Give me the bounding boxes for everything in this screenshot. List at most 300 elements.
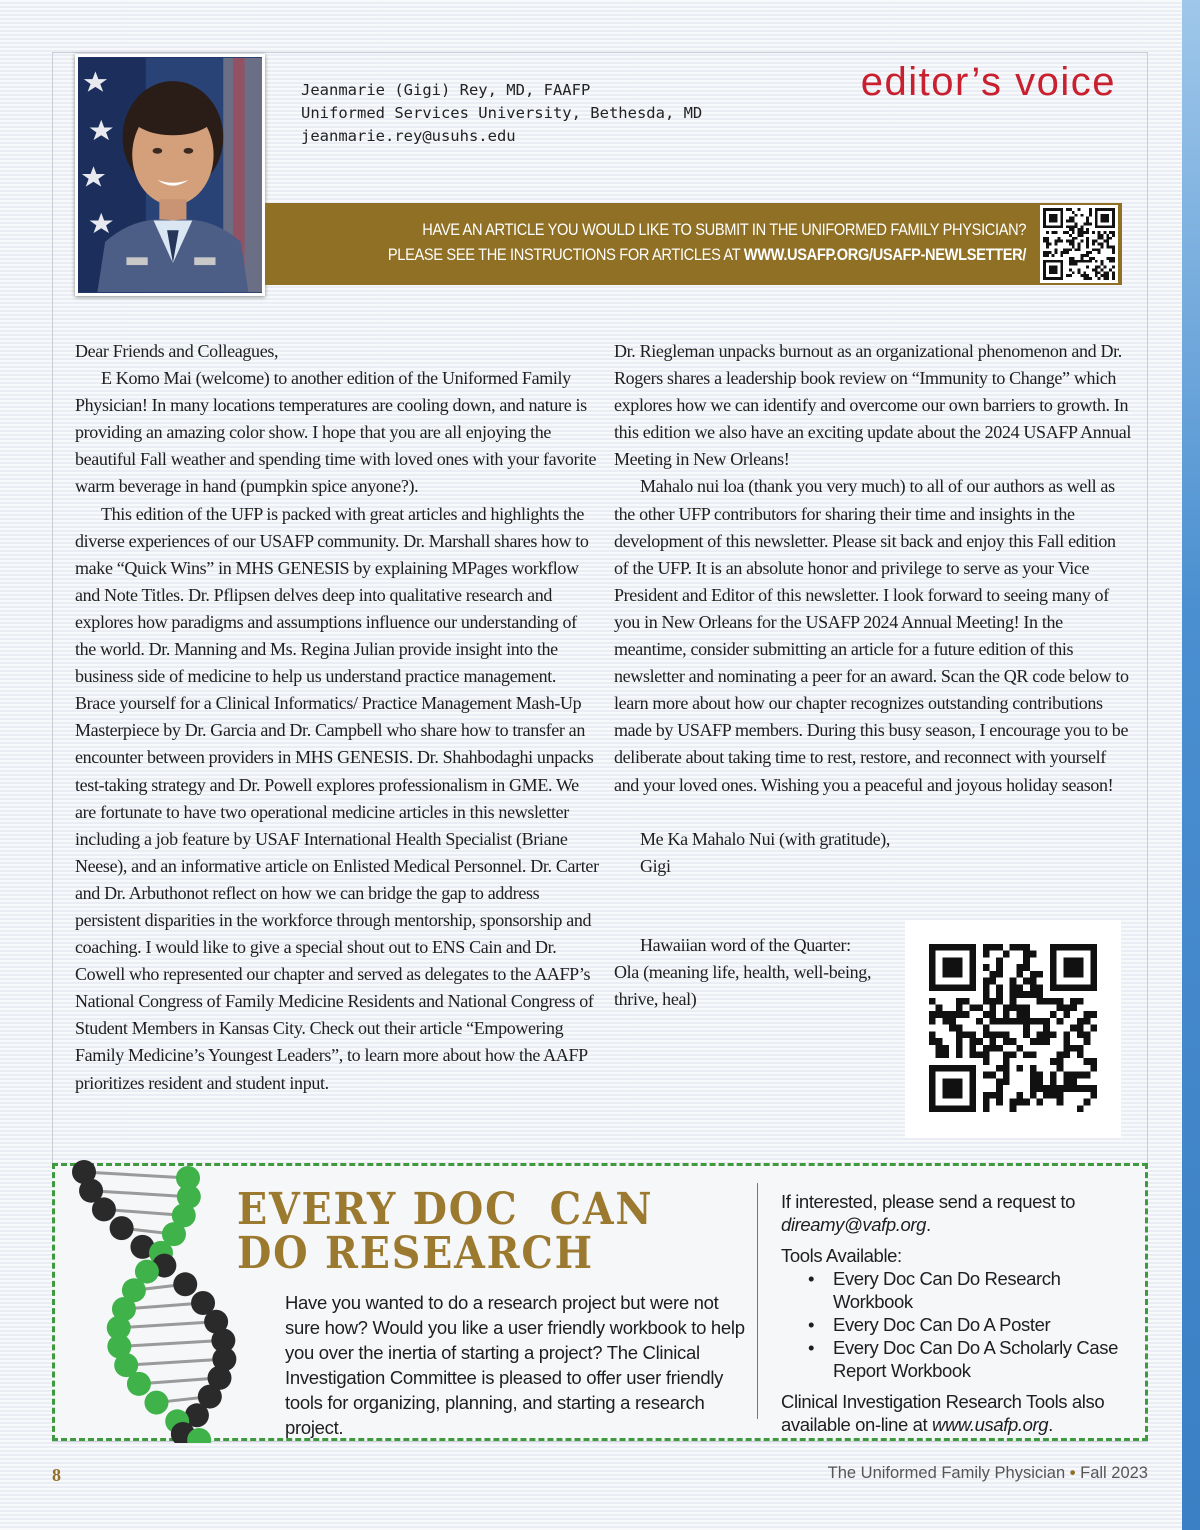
qr-module (1010, 991, 1017, 998)
banner-line-2 (388, 245, 1026, 265)
qr-module (1066, 240, 1069, 243)
qr-module (983, 964, 990, 971)
qr-module (1069, 268, 1072, 271)
qr-module (1016, 944, 1023, 951)
qr-module (1090, 1058, 1097, 1065)
qr-module (1086, 231, 1089, 234)
qr-module (983, 944, 990, 951)
qr-module (1057, 1092, 1064, 1099)
qr-module (1084, 1099, 1091, 1106)
qr-module (1084, 1072, 1091, 1079)
qr-module (1077, 998, 1084, 1005)
qr-module (929, 1018, 936, 1025)
footer-issue: Fall 2023 (1080, 1464, 1148, 1482)
qr-module (983, 1025, 990, 1032)
qr-module (1010, 1052, 1017, 1059)
qr-module (1057, 1085, 1064, 1092)
qr-module (989, 998, 996, 1005)
qr-module (1057, 1099, 1064, 1106)
qr-module (1083, 231, 1086, 234)
dna-node-green (127, 1372, 151, 1396)
qr-module (1037, 1078, 1044, 1085)
qr-module (1106, 243, 1109, 246)
qr-module (976, 1052, 983, 1059)
hawaiian-word-text: Ola (meaning life, health, well-being, thrive, heal) (614, 962, 872, 1010)
qr-module (1003, 1018, 1010, 1025)
qr-module (963, 998, 970, 1005)
qr-module (1043, 1031, 1050, 1038)
research-info (781, 1190, 1126, 1436)
qr-module (1063, 1078, 1070, 1085)
qr-module (1101, 243, 1104, 246)
dna-node-dark (92, 1197, 116, 1221)
qr-module (1057, 1058, 1064, 1065)
qr-module (1092, 243, 1095, 246)
qr-module (1030, 1018, 1037, 1025)
section-title: editor’s voice (860, 60, 1116, 104)
qr-module (1077, 1031, 1084, 1038)
qr-module (1106, 257, 1109, 260)
awards-qr-code-icon[interactable] (905, 920, 1121, 1138)
qr-module (1037, 1018, 1044, 1025)
qr-module (1063, 248, 1066, 251)
qr-module (1077, 1045, 1084, 1052)
banner-line-1: HAVE AN ARTICLE YOU WOULD LIKE TO SUBMIT IN THE UNIFORMED FAMILY PHYSICIAN? (422, 220, 1026, 239)
qr-module (1072, 237, 1075, 240)
qr-module (1043, 1025, 1050, 1032)
qr-module (1086, 243, 1089, 246)
qr-module (1003, 1038, 1010, 1045)
qr-module (1043, 254, 1046, 257)
qr-module (1049, 243, 1052, 246)
qr-module (949, 1011, 956, 1018)
qr-module (996, 971, 1003, 978)
qr-module (1046, 251, 1049, 254)
qr-module (956, 1025, 963, 1032)
qr-module (1080, 240, 1083, 243)
dna-rung (139, 1378, 220, 1384)
qr-module (1072, 240, 1075, 243)
qr-module (1078, 208, 1081, 211)
qr-module (956, 1031, 963, 1038)
qr-module (1070, 998, 1077, 1005)
qr-module (1003, 1078, 1010, 1085)
qr-module (1003, 1004, 1010, 1011)
qr-module (1092, 231, 1095, 234)
qr-module (1078, 271, 1081, 274)
qr-module (1003, 1058, 1010, 1065)
author-portrait-photo (75, 54, 265, 296)
qr-module (1075, 214, 1078, 217)
qr-module (1080, 257, 1083, 260)
qr-finder-pattern (1063, 957, 1083, 977)
qr-module (1098, 277, 1101, 280)
qr-module (996, 944, 1003, 951)
qr-module (1037, 1099, 1044, 1106)
qr-module (1072, 263, 1075, 266)
qr-module (1066, 208, 1069, 211)
qr-module (983, 1052, 990, 1059)
qr-module (1037, 971, 1044, 978)
qr-module (1103, 277, 1106, 280)
qr-module (1016, 1092, 1023, 1099)
qr-module (1092, 257, 1095, 260)
qr-module (1063, 1031, 1070, 1038)
qr-module (936, 1004, 943, 1011)
qr-module (1084, 1031, 1091, 1038)
dna-node-green (144, 1391, 168, 1415)
qr-module (1030, 978, 1037, 985)
qr-module (1069, 225, 1072, 228)
qr-module (1066, 274, 1069, 277)
qr-module (1075, 237, 1078, 240)
qr-module (983, 1099, 990, 1106)
qr-module (963, 1031, 970, 1038)
qr-module (996, 1031, 1003, 1038)
qr-module (1016, 1018, 1023, 1025)
dna-rung (119, 1340, 223, 1346)
qr-module (1043, 251, 1046, 254)
qr-module (1030, 1072, 1037, 1079)
qr-module (969, 1038, 976, 1045)
qr-module (942, 1011, 949, 1018)
letter-paragraph-2: This edition of the UFP is packed with great articles and highlights the diverse experiences of our USAFP community. Dr. Marshall shares how to make “Quick Wins” in MHS GENESIS by explaining MPages workflow and Note Titles. Dr. Pflipsen delves deep into qualitative research and explores how paradigms and assumptions influence our understanding of the world. Dr. Manning and Ms. Regina Julian provide insight into the business side of medicine to help us understand practice management. Brace yourself for a Clinical Informatics/ Practice Management Mash-Up Masterpiece by Dr. Garcia and Dr. Campbell who share how to transfer an encounter between providers in MHS GENESIS. Dr. Shahbodaghi unpacks test-taking strategy and Dr. Powell explores professionalism in GME. We are fortunate to have two operational medicine articles in this newsletter including a job feature by USAF International Health Specialist (Briane Neese), and an informative article on Enlisted Medical Personnel. Dr. Carter and Dr. Arbuthonot reflect on how we can bridge the gap to address persistent disparities in the workforce through mentorship, sponsorship and coaching. I would like to give a special shout out to ENS Cain and Dr. Cowell who represented our chapter and served as delegates to the AAFP’s National Congress of Family Medicine Residents and National Congress of Student Members in Kansas City. Check out their article “Empowering Family Medicine’s Youngest Leaders”, to learn more about how the AAFP prioritizes resident and student input. (75, 503, 599, 1093)
qr-module (1023, 1011, 1030, 1018)
qr-module (1109, 260, 1112, 263)
qr-module (1069, 240, 1072, 243)
qr-module (1075, 222, 1078, 225)
qr-module (1077, 1025, 1084, 1032)
qr-module (1101, 260, 1104, 263)
qr-module (1055, 240, 1058, 243)
qr-module (1098, 266, 1101, 269)
qr-module (1037, 1085, 1044, 1092)
qr-module (1030, 1052, 1037, 1059)
qr-module (1046, 237, 1049, 240)
qr-module (1078, 231, 1081, 234)
qr-finder-pattern (1049, 266, 1058, 275)
qr-module (1066, 251, 1069, 254)
qr-module (1070, 1004, 1077, 1011)
qr-module (1106, 237, 1109, 240)
qr-module (1069, 234, 1072, 237)
qr-module (1030, 1065, 1037, 1072)
qr-module (1090, 1085, 1097, 1092)
qr-module (1080, 260, 1083, 263)
qr-module (969, 1052, 976, 1059)
qr-module (1023, 1004, 1030, 1011)
qr-module (1077, 1072, 1084, 1079)
dna-rung (104, 1209, 184, 1215)
qr-module (1101, 274, 1104, 277)
qr-module (983, 991, 990, 998)
qr-module (1063, 1004, 1070, 1011)
dna-node-dark (110, 1216, 134, 1240)
research-divider (757, 1183, 758, 1419)
qr-module (1080, 214, 1083, 217)
qr-module (1090, 1025, 1097, 1032)
qr-module (1057, 240, 1060, 243)
qr-module (1075, 260, 1078, 263)
qr-module (1052, 254, 1055, 257)
qr-module (949, 1025, 956, 1032)
dna-rung (119, 1322, 216, 1328)
qr-module (936, 1045, 943, 1052)
banner-newsletter-link[interactable]: WWW.USAFP.ORG/USAFP-NEWLSETTER/ (743, 245, 1026, 264)
qr-module (1080, 234, 1083, 237)
qr-module (1095, 248, 1098, 251)
qr-module (1089, 211, 1092, 214)
research-title-line-2: DO RESEARCH (237, 1228, 594, 1279)
qr-module (1092, 268, 1095, 271)
request-label: If interested, please send a request to (781, 1191, 1075, 1212)
qr-module (1003, 1052, 1010, 1059)
qr-module (1086, 228, 1089, 231)
qr-module (1086, 251, 1089, 254)
qr-module (1101, 245, 1104, 248)
qr-module (1043, 240, 1046, 243)
qr-module (996, 984, 1003, 991)
qr-module (1075, 248, 1078, 251)
qr-module (1106, 245, 1109, 248)
request-text (781, 1190, 1126, 1236)
qr-module (1057, 237, 1060, 240)
qr-module (1072, 257, 1075, 260)
qr-module (1070, 1078, 1077, 1085)
qr-module (1095, 260, 1098, 263)
qr-module (1078, 260, 1081, 263)
qr-module (1050, 1078, 1057, 1085)
qr-module (1072, 231, 1075, 234)
qr-module (1086, 266, 1089, 269)
online-text (781, 1390, 1126, 1436)
footer-publication (828, 1464, 1148, 1483)
qr-module (963, 1011, 970, 1018)
qr-module (1016, 991, 1023, 998)
research-title (237, 1184, 654, 1279)
qr-module (1016, 1045, 1023, 1052)
qr-module (1112, 257, 1115, 260)
qr-module (1050, 1031, 1057, 1038)
letter-column-left (75, 338, 600, 1097)
qr-module (1050, 1058, 1057, 1065)
qr-module (1023, 991, 1030, 998)
qr-module (1083, 274, 1086, 277)
qr-module (1109, 237, 1112, 240)
qr-module (942, 1018, 949, 1025)
dna-node-dark (173, 1272, 197, 1296)
qr-module (983, 978, 990, 985)
qr-module (1092, 240, 1095, 243)
qr-module (1057, 1052, 1064, 1059)
qr-module (1066, 231, 1069, 234)
dna-rung (84, 1172, 188, 1178)
qr-module (983, 1105, 990, 1112)
qr-module (989, 1011, 996, 1018)
qr-module (1063, 251, 1066, 254)
qr-module (996, 998, 1003, 1005)
qr-module (983, 1031, 990, 1038)
qr-module (1072, 220, 1075, 223)
qr-module (1030, 991, 1037, 998)
online-link[interactable]: www.usafp.org (932, 1414, 1049, 1435)
qr-module (1069, 248, 1072, 251)
qr-module (989, 1072, 996, 1079)
qr-module (1083, 254, 1086, 257)
qr-module (1016, 1011, 1023, 1018)
qr-module (1089, 257, 1092, 260)
qr-module (989, 971, 996, 978)
qr-module (1086, 237, 1089, 240)
qr-module (1046, 245, 1049, 248)
qr-module (1084, 1038, 1091, 1045)
research-description: Have you wanted to do a research project but were not sure how? Would you like a user friendly workbook to help you over the inertia of starting a project? The Clinical Investigation Committee is pleased to offer user friendly tools for organizing, planning, and starting a research project. (285, 1292, 745, 1438)
qr-module (1010, 1038, 1017, 1045)
qr-module (1023, 1025, 1030, 1032)
qr-module (1084, 1058, 1091, 1065)
qr-module (1101, 268, 1104, 271)
qr-module (1112, 251, 1115, 254)
qr-module (1090, 1011, 1097, 1018)
qr-module (942, 1052, 949, 1059)
author-email[interactable]: jeanmarie.rey@usuhs.edu (301, 127, 516, 145)
qr-module (1030, 1038, 1037, 1045)
qr-module (1023, 964, 1030, 971)
qr-module (1046, 231, 1049, 234)
qr-code-icon[interactable] (1040, 205, 1118, 283)
qr-module (1083, 271, 1086, 274)
qr-module (1095, 268, 1098, 271)
qr-module (1112, 231, 1115, 234)
author-name: Jeanmarie (Gigi) Rey, MD, FAAFP (301, 81, 591, 99)
qr-module (1069, 263, 1072, 266)
qr-module (1016, 964, 1023, 971)
qr-module (1112, 274, 1115, 277)
qr-module (1103, 240, 1106, 243)
qr-module (1063, 1085, 1070, 1092)
request-email-link[interactable]: direamy@vafp.org (781, 1214, 927, 1235)
qr-module (956, 1011, 963, 1018)
qr-module (996, 1078, 1003, 1085)
qr-module (1103, 271, 1106, 274)
qr-module (1046, 243, 1049, 246)
letter-paragraph-4: Mahalo nui loa (thank you very much) to all of our authors as well as the other UFP contributors for sharing their time and insights in the development of this newsletter. Please sit back and enjoy this Fall edition of the UFP. It is an absolute honor and privilege to serve as your Vice President and Editor of this newsletter. I look forward to seeing many of you in New Orleans for the USAFP 2024 Annual Meeting! In the meantime, consider submitting an article for a future edition of this newsletter and nominating a peer for an award. Scan the QR code below to learn more about how our chapter recognizes outstanding contributions made by USAFP members. During this busy season, I encourage you to be deliberate about taking time to rest, restore, and reconnect with yourself and your loved ones. Wishing you a peaceful and joyous holiday season! (614, 476, 1129, 795)
qr-module (996, 964, 1003, 971)
online-label: Clinical Investigation Research Tools also available on-line at (781, 1391, 1105, 1435)
qr-module (1101, 234, 1104, 237)
qr-module (996, 957, 1003, 964)
qr-module (983, 1045, 990, 1052)
qr-module (956, 1052, 963, 1059)
qr-module (929, 1011, 936, 1018)
qr-module (969, 1031, 976, 1038)
tools-list-item: • Every Doc Can Do A Scholarly Case Report Workbook (808, 1336, 1126, 1382)
qr-module (1055, 251, 1058, 254)
qr-module (1052, 231, 1055, 234)
qr-module (1016, 1099, 1023, 1106)
qr-module (1010, 998, 1017, 1005)
qr-module (1023, 1099, 1030, 1106)
qr-module (936, 1038, 943, 1045)
qr-module (1063, 1072, 1070, 1079)
qr-module (1037, 991, 1044, 998)
qr-module (989, 978, 996, 985)
qr-module (1070, 1085, 1077, 1092)
qr-module (1072, 211, 1075, 214)
qr-module (989, 1018, 996, 1025)
qr-module (1072, 243, 1075, 246)
page-number: 8 (52, 1465, 61, 1485)
letter-column-right (614, 338, 1134, 880)
qr-module (1080, 228, 1083, 231)
qr-module (1101, 237, 1104, 240)
qr-module (1057, 998, 1064, 1005)
qr-module (1030, 1078, 1037, 1085)
qr-module (1016, 984, 1023, 991)
qr-module (1078, 248, 1081, 251)
author-byline (301, 79, 702, 148)
qr-module (1086, 274, 1089, 277)
qr-module (983, 984, 990, 991)
qr-module (1089, 214, 1092, 217)
qr-module (1080, 254, 1083, 257)
qr-module (1098, 248, 1101, 251)
qr-module (1109, 268, 1112, 271)
qr-module (1063, 231, 1066, 234)
footer-publication-name: The Uniformed Family Physician (827, 1464, 1066, 1482)
page-edge-stripe (1182, 0, 1200, 1530)
qr-module (1112, 245, 1115, 248)
qr-module (1089, 208, 1092, 211)
qr-module (1010, 1004, 1017, 1011)
qr-module (996, 1099, 1003, 1106)
qr-module (929, 1038, 936, 1045)
qr-module (956, 998, 963, 1005)
qr-module (1043, 998, 1050, 1005)
qr-module (983, 1011, 990, 1018)
author-affiliation: Uniformed Services University, Bethesda, MD (301, 104, 703, 122)
qr-module (956, 1038, 963, 1045)
qr-module (1063, 1011, 1070, 1018)
qr-module (1043, 1038, 1050, 1045)
qr-module (1077, 1105, 1084, 1112)
qr-module (1050, 1085, 1057, 1092)
qr-module (942, 1045, 949, 1052)
qr-module (1003, 1065, 1010, 1072)
tools-list (808, 1267, 1126, 1382)
qr-module (1086, 222, 1089, 225)
qr-module (1080, 231, 1083, 234)
qr-finder-pattern (942, 957, 962, 977)
qr-module (1050, 1011, 1057, 1018)
letter-paragraph-1: E Komo Mai (welcome) to another edition of the Uniformed Family Physician! In many locations temperatures are cooling down, and nature is providing an amazing color show. I hope that you are all enjoying the beautiful Fall weather and spending time with loved ones with your favorite warm beverage in hand (pumpkin spice anyone?). (75, 368, 597, 497)
qr-module (983, 998, 990, 1005)
qr-module (1072, 271, 1075, 274)
qr-module (1003, 951, 1010, 958)
qr-module (1095, 266, 1098, 269)
qr-module (1112, 260, 1115, 263)
qr-module (989, 1045, 996, 1052)
qr-module (1010, 984, 1017, 991)
qr-module (1112, 266, 1115, 269)
qr-module (1089, 251, 1092, 254)
qr-module (1060, 251, 1063, 254)
tools-list-item: • Every Doc Can Do Research Workbook (808, 1267, 1126, 1313)
qr-module (1043, 1018, 1050, 1025)
qr-module (1086, 260, 1089, 263)
qr-module (1072, 225, 1075, 228)
qr-module (1003, 1011, 1010, 1018)
